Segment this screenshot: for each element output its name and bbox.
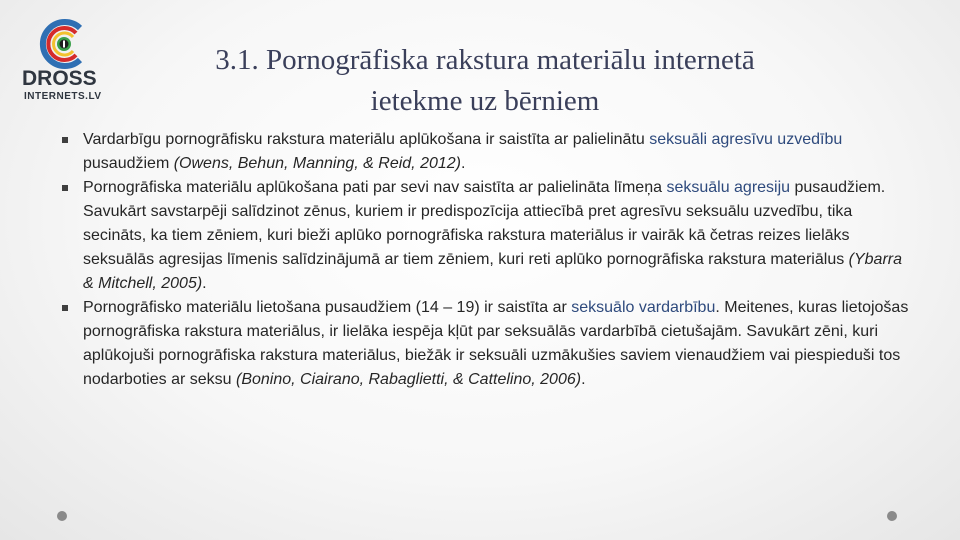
bullet-highlight: seksuālu agresiju [666,179,791,196]
bullet-highlight: seksuālo vardarbību [571,299,716,316]
bullet-text: . [202,275,207,292]
bullet-square-icon [62,305,68,311]
corner-dot-left [57,511,67,521]
bullet-square-icon [62,185,68,191]
corner-dot-right [887,511,897,521]
slide-title-line-2: ietekme uz bērniem [370,85,600,117]
bullet-item [62,128,914,176]
bullet-citation: (Owens, Behun, Manning, & Reid, 2012) [173,155,461,172]
bullet-list [62,128,914,392]
logo-wordmark: DROSS [22,67,97,90]
bullet-text: Pornogrāfisko materiālu lietošana pusaudžiem (14 – 19) ir saistīta ar [83,299,572,316]
bullet-text: Vardarbīgu pornogrāfisku rakstura materiālu aplūkošana ir saistīta ar palielinātu [83,131,650,148]
bullet-text: pusaudžiem [83,155,174,172]
bullet-square-icon [62,137,68,143]
bullet-text: . [581,371,586,388]
bullet-text: Pornogrāfiska materiālu aplūkošana pati par sevi nav saistīta ar palielināta līmeņa [83,179,667,196]
slide-title [100,40,870,122]
bullet-highlight: seksuāli agresīvu uzvedību [649,131,843,148]
bullet-item [62,176,914,296]
bullet-text: pusaudžiem. Savukārt savstarpēji salīdzinot zēnus, kuriem ir predispozīcija attiecībā pret agresīvu seksuālu uzvedību, tika secināts, ka tiem zēniem, kuri bieži aplūko pornogrāfiska rakstura materiālus ir vairāk kā četras reizes lielāks seksuālās agresijas līmenis salīdzinājumā ar tiem zēniem, kuri reti aplūko pornogrāfiska rakstura materiālus [83,179,886,268]
logo-emblem-icon [36,18,96,70]
logo-subtitle: INTERNETS.LV [24,91,102,102]
slide-title-line-1: 3.1. Pornogrāfiska rakstura materiālu internetā [215,44,755,76]
bullet-item [62,296,914,392]
bullet-citation: (Ybarra & Mitchell, 2005) [83,251,903,292]
bullet-text: . [461,155,466,172]
bullet-text: . Meitenes, kuras lietojošas pornogrāfiska rakstura materiālus, ir lielāka iespēja kļūt par seksuālās vardarbībā cietušajām. Savukārt zēni, kuri aplūkojuši pornogrāfiska rakstura materiālus, biežāk ir seksuāli uzmākušies saviem vienaudžiem vai piespieduši tos nodarboties ar seksu [83,299,909,388]
bullet-citation: (Bonino, Ciairano, Rabaglietti, & Cattelino, 2006) [235,371,582,388]
